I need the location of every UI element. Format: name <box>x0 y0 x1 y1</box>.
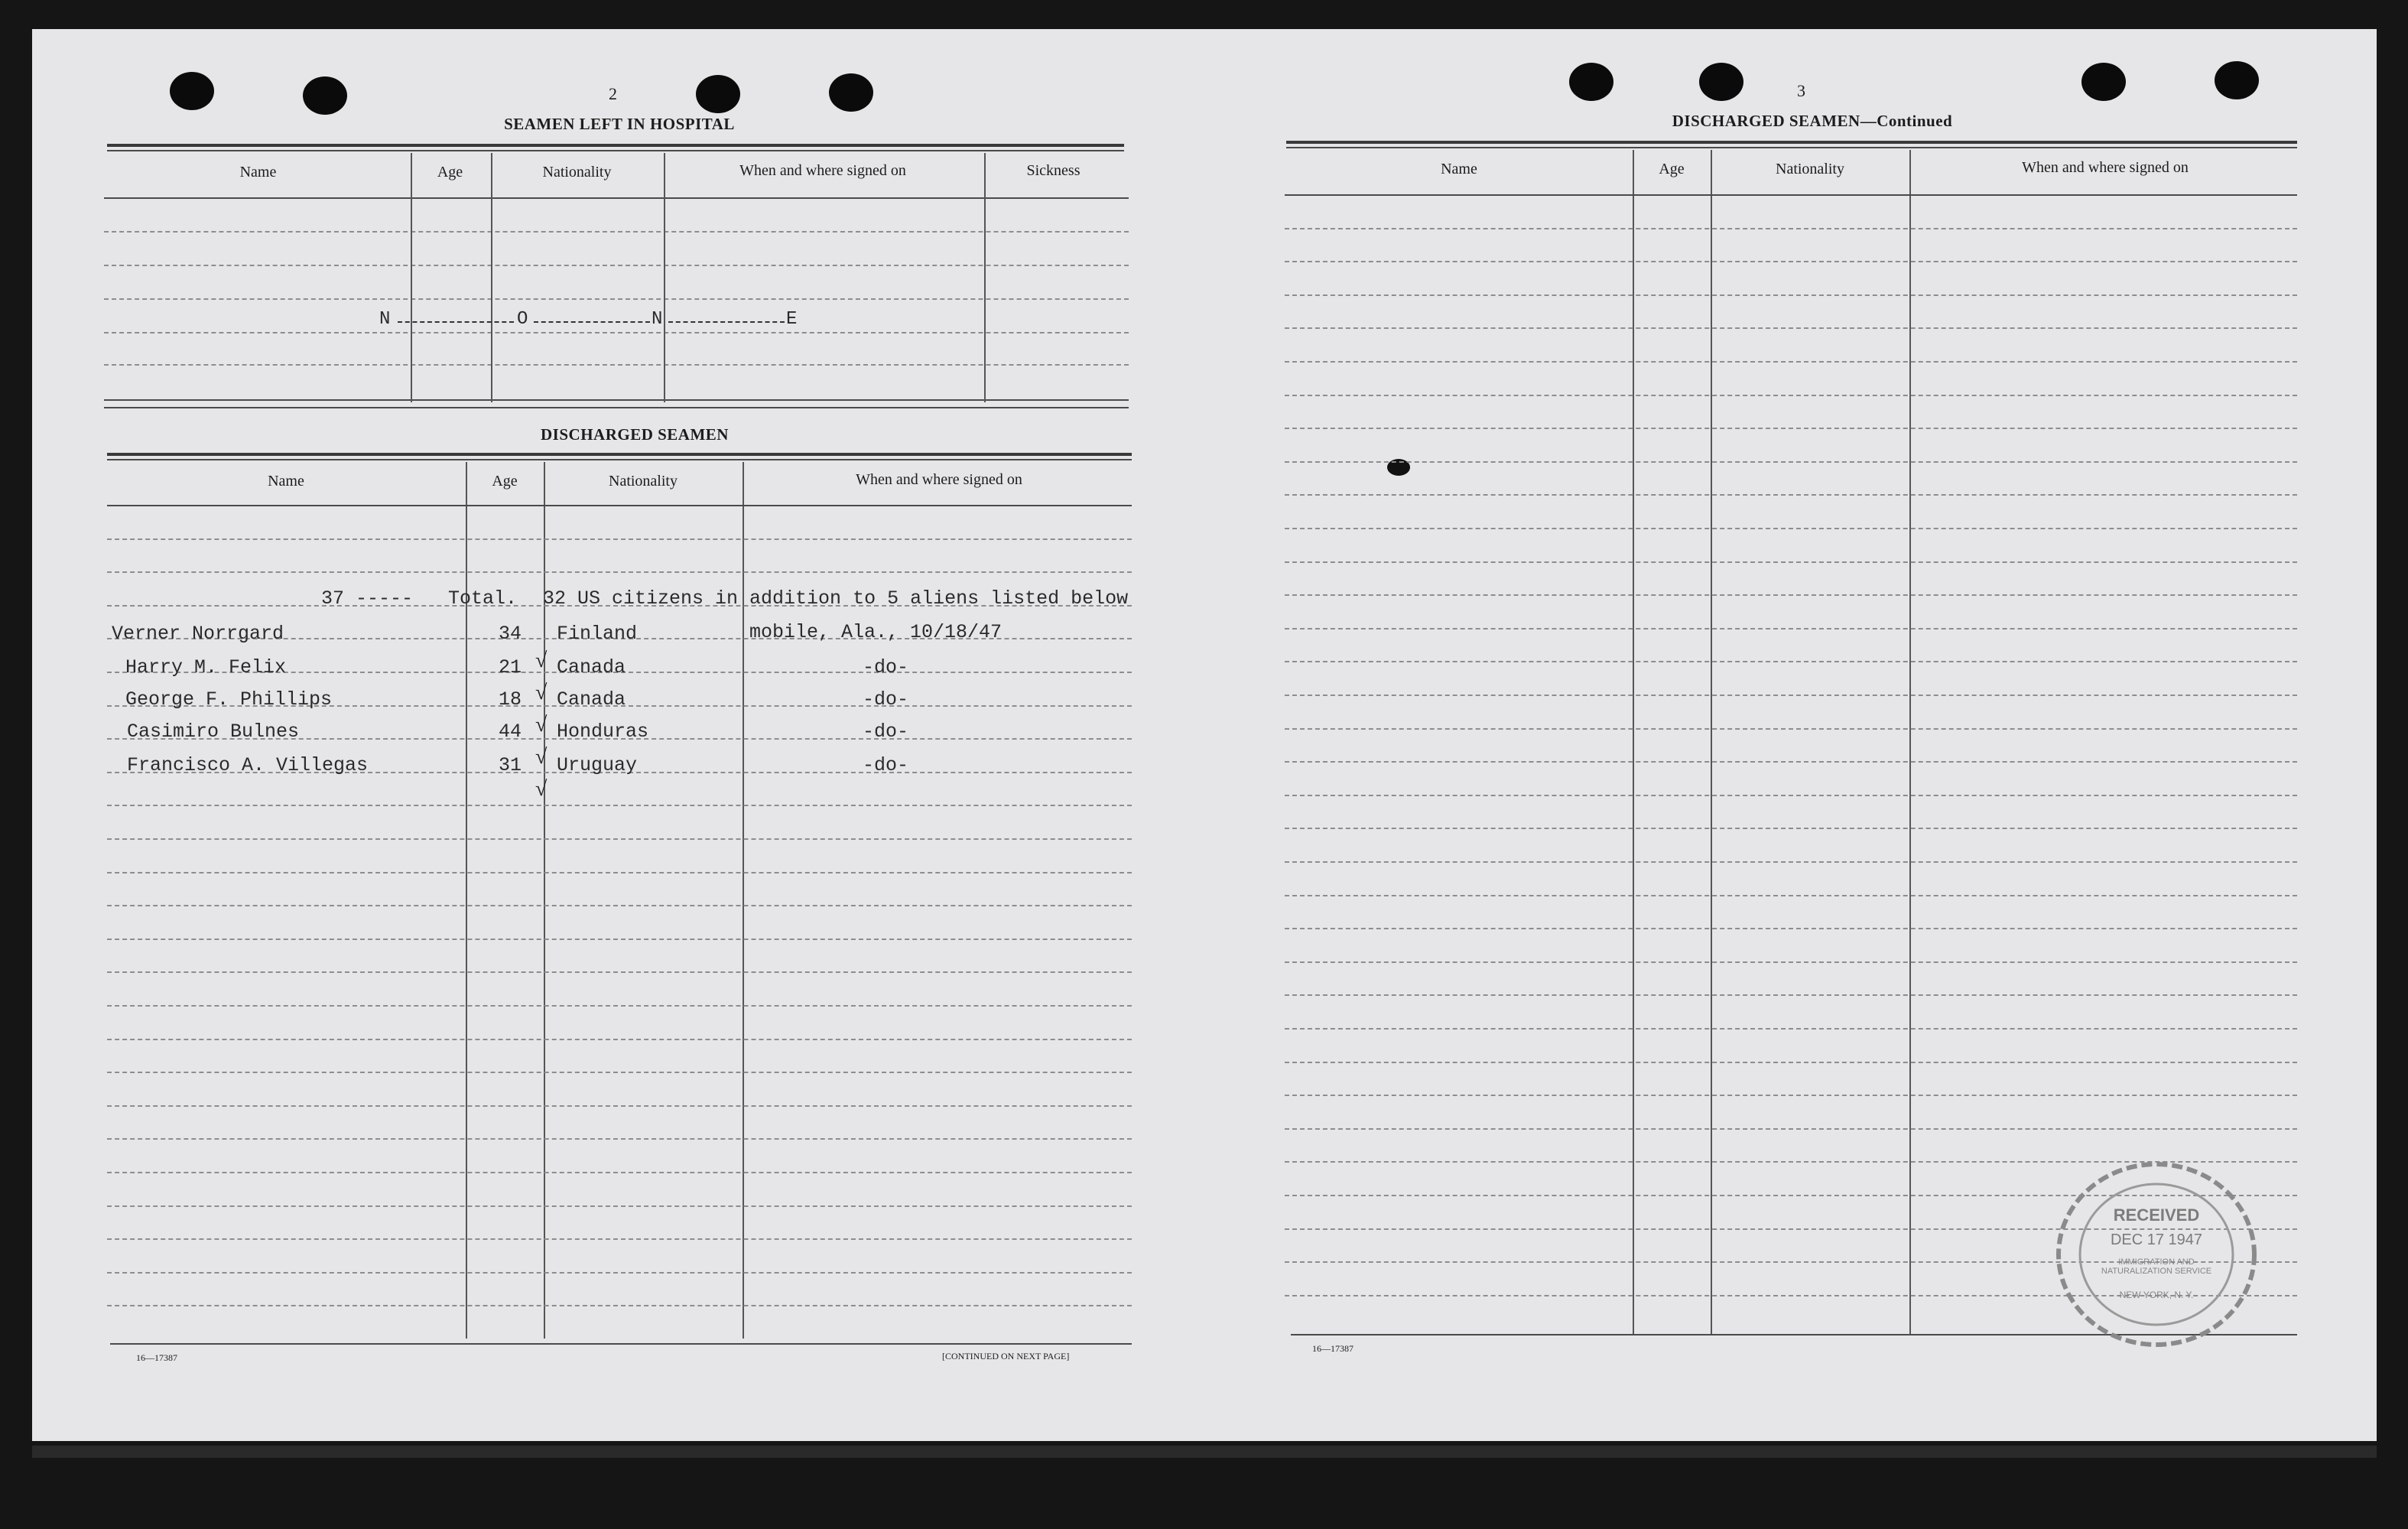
hospital-row-line <box>104 298 1129 300</box>
form-row-line <box>1285 661 2297 662</box>
summary-count: 37 ----- <box>321 587 414 610</box>
discharged-bottom-rule <box>110 1343 1132 1345</box>
discharged-section-title: DISCHARGED SEAMEN <box>541 425 729 444</box>
right-page-number: 3 <box>1797 81 1805 100</box>
binder-hole <box>696 75 740 113</box>
form-row-line <box>107 1205 1132 1207</box>
form-row-line <box>107 1072 1132 1073</box>
form-row-line <box>107 838 1132 840</box>
summary-text: 32 US citizens in addition to 5 aliens listed below <box>543 587 1129 610</box>
form-row-line <box>107 1272 1132 1274</box>
form-row-line <box>1285 594 2297 596</box>
seaman-signed-on: -do- <box>863 688 909 711</box>
form-row-line <box>107 905 1132 906</box>
none-letter: O <box>517 309 528 330</box>
stamp-seal <box>2049 1155 2263 1354</box>
seaman-name: Francisco A. Villegas <box>127 754 369 776</box>
form-row-line <box>107 538 1132 540</box>
seaman-age: 18 <box>499 688 522 711</box>
none-letter: N <box>379 309 391 330</box>
right-col-age: Age <box>1659 161 1685 177</box>
seaman-signed-on: -do- <box>863 754 909 776</box>
form-row-line <box>1285 828 2297 829</box>
form-row-line <box>107 1005 1132 1007</box>
form-row-line <box>107 571 1132 573</box>
form-row-line <box>1285 895 2297 896</box>
none-letter: E <box>786 309 798 330</box>
right-top-rule <box>1286 141 2297 144</box>
form-row-line <box>1285 1028 2297 1030</box>
seaman-signed-on: -do- <box>863 721 909 743</box>
hospital-section-title: SEAMEN LEFT IN HOSPITAL <box>504 115 735 133</box>
hospital-col-divider <box>664 153 665 402</box>
hospital-row-line <box>104 231 1129 233</box>
form-row-line <box>1285 461 2297 463</box>
form-row-line <box>1285 228 2297 229</box>
form-row-line <box>1285 194 2297 196</box>
stamp-location: NEW YORK, N. Y. <box>2119 1290 2194 1300</box>
hospital-col-sickness: Sickness <box>1026 162 1081 179</box>
hospital-top-rule <box>107 144 1124 147</box>
seaman-nationality: Canada <box>557 688 626 711</box>
seaman-name: Verner Norrgard <box>112 623 284 645</box>
discharged-col-age: Age <box>492 473 518 490</box>
seaman-age: 34 <box>499 623 522 645</box>
form-row-line <box>1285 928 2297 929</box>
hospital-row-line <box>104 332 1129 333</box>
discharged-top-rule <box>107 453 1132 456</box>
seaman-age: 21 <box>499 656 522 678</box>
hospital-col-name: Name <box>239 164 277 181</box>
continued-note: [CONTINUED ON NEXT PAGE] <box>942 1351 1070 1361</box>
form-row-line <box>107 1138 1132 1140</box>
form-row-line <box>107 1039 1132 1040</box>
discharged-col-signed-on: When and where signed on <box>856 471 1022 488</box>
form-row-line <box>1285 528 2297 529</box>
form-row-line <box>1285 261 2297 262</box>
form-row-line <box>107 1172 1132 1173</box>
none-dash <box>398 321 514 323</box>
binder-hole <box>170 72 214 110</box>
right-form-number: 16—17387 <box>1312 1343 1353 1354</box>
seaman-name: Casimiro Bulnes <box>127 721 300 743</box>
right-section-title: DISCHARGED SEAMEN—Continued <box>1672 112 1953 130</box>
form-row-line <box>1285 1062 2297 1063</box>
summary-total-label: Total. <box>448 587 518 610</box>
hospital-col-divider <box>491 153 492 402</box>
hospital-col-divider <box>984 153 986 402</box>
right-top-rule-2 <box>1286 147 2297 148</box>
none-letter: N <box>652 309 663 330</box>
hospital-row-line <box>104 364 1129 366</box>
none-dash <box>534 321 650 323</box>
form-row-line <box>1285 561 2297 563</box>
scan-bottom-edge <box>32 1446 2377 1458</box>
received-stamp <box>2049 1155 2263 1354</box>
discharged-top-rule-2 <box>107 459 1132 460</box>
seaman-nationality: Uruguay <box>557 754 638 776</box>
seaman-name: Harry M. Felix <box>125 656 287 678</box>
binder-hole <box>2081 63 2126 101</box>
hospital-col-divider <box>411 153 412 402</box>
seaman-signed-on: -do- <box>863 656 909 678</box>
seaman-nationality: Canada <box>557 656 626 678</box>
form-row-line <box>107 1305 1132 1306</box>
seaman-nationality: Finland <box>557 623 638 645</box>
form-row-line <box>107 971 1132 973</box>
form-row-line <box>1285 695 2297 696</box>
left-form-number: 16—17387 <box>136 1352 177 1363</box>
left-page-number: 2 <box>609 84 617 103</box>
seaman-nationality: Honduras <box>557 721 649 743</box>
binder-hole <box>303 76 347 115</box>
check-mark: √ <box>535 713 548 737</box>
form-row-line <box>1285 294 2297 296</box>
binder-hole <box>2215 61 2259 99</box>
seaman-name: George F. Phillips <box>125 688 333 711</box>
form-row-line <box>1285 994 2297 996</box>
stamp-received: RECEIVED <box>2113 1205 2200 1225</box>
hospital-row-line <box>104 265 1129 266</box>
binder-hole <box>1569 63 1613 101</box>
check-mark: √ <box>535 681 548 704</box>
check-mark: √ <box>535 649 548 672</box>
form-row-line <box>107 1238 1132 1240</box>
check-mark: √ <box>535 777 548 801</box>
binder-hole <box>1699 63 1743 101</box>
binder-hole <box>829 73 873 112</box>
form-row-line <box>107 1105 1132 1107</box>
discharged-col-nationality: Nationality <box>609 473 678 490</box>
form-row-line <box>1285 1095 2297 1096</box>
form-row-line <box>1285 395 2297 396</box>
form-row-line <box>107 939 1132 940</box>
right-col-nationality: Nationality <box>1776 161 1844 177</box>
form-row-line <box>1285 361 2297 363</box>
form-row-line <box>1285 428 2297 429</box>
form-row-line <box>1285 795 2297 796</box>
hospital-col-age: Age <box>437 164 463 181</box>
hospital-bottom-rule-2 <box>104 407 1129 408</box>
seaman-age: 31 <box>499 754 522 776</box>
seaman-age: 44 <box>499 721 522 743</box>
form-row-line <box>107 505 1132 506</box>
discharged-col-name: Name <box>268 473 304 490</box>
hospital-header-rule <box>104 197 1129 199</box>
form-row-line <box>1285 961 2297 963</box>
hospital-col-nationality: Nationality <box>542 164 612 181</box>
hospital-col-signed-on: When and where signed on <box>739 162 906 179</box>
check-mark: √ <box>535 745 548 769</box>
form-row-line <box>107 872 1132 873</box>
none-dash <box>668 321 785 323</box>
form-row-line <box>1285 761 2297 763</box>
right-col-signed-on: When and where signed on <box>2022 159 2189 176</box>
form-row-line <box>1285 494 2297 496</box>
stamp-date: DEC 17 1947 <box>2110 1231 2203 1248</box>
form-row-line <box>1285 728 2297 730</box>
form-row-line <box>1285 861 2297 863</box>
form-row-line <box>1285 1128 2297 1130</box>
stamp-agency: IMMIGRATION AND NATURALIZATION SERVICE <box>2101 1257 2212 1276</box>
form-row-line <box>1285 628 2297 629</box>
form-row-line <box>1285 327 2297 329</box>
form-row-line <box>107 805 1132 806</box>
seaman-signed-on: mobile, Ala., 10/18/47 <box>749 621 1003 643</box>
hospital-top-rule-2 <box>107 150 1124 151</box>
right-col-name: Name <box>1441 161 1477 177</box>
hospital-bottom-rule <box>104 399 1129 401</box>
